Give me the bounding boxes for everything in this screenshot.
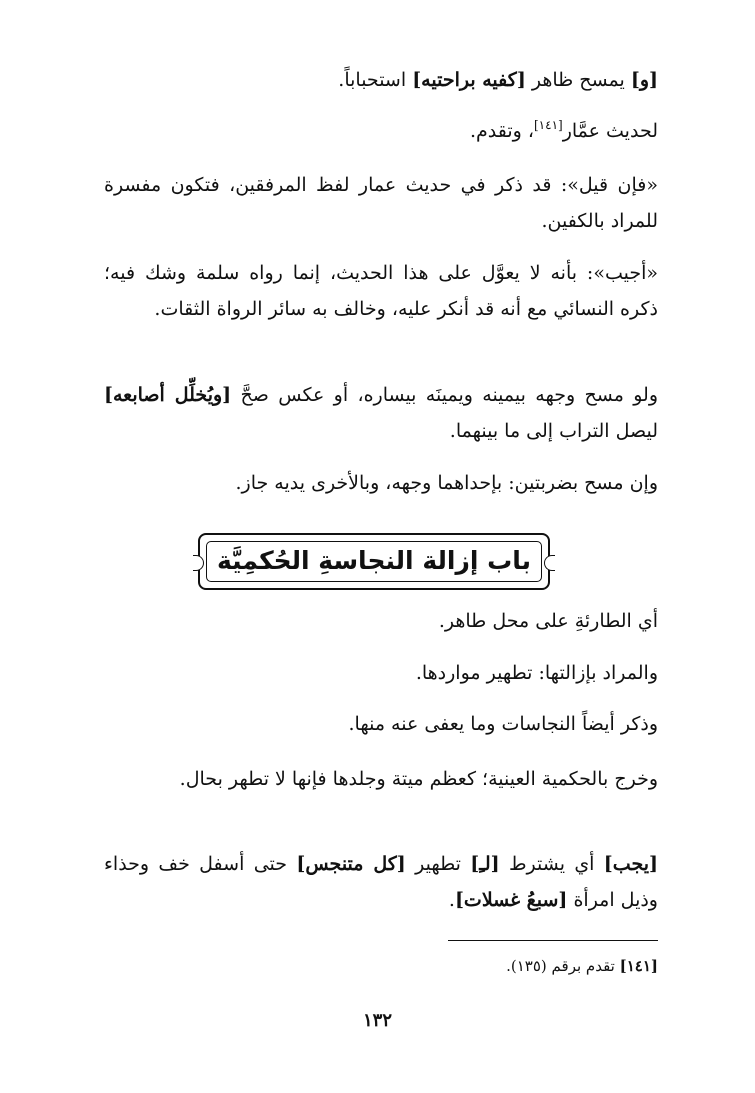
text: ، وتقدم. [469,120,534,142]
bracket-text: [يجب] [603,853,658,875]
paragraph-1 [104,62,658,98]
text: لحديث عمَّار [562,120,658,142]
paragraph-11 [104,846,658,918]
paragraph-8: والمراد بإزالتها: تطهير مواردها. [415,662,658,684]
footnote-number: [١٤١] [619,957,658,975]
bracket-text: [كل متنجس] [296,853,406,875]
footnote-text: تقدم برقم (١٣٥). [506,957,620,975]
chapter-heading-frame [198,533,550,590]
paragraph-10: وخرج بالحكمية العينية؛ كعظم ميتة وجلدها فإنها لا تطهر بحال. [179,768,658,790]
paragraph-2 [104,113,658,151]
text: استحباباً. [338,69,413,91]
text: . [448,889,455,911]
footnote-ref: [١٤١] [533,118,563,132]
paragraph-4: «أجيب»: بأنه لا يعوَّل على هذا الحديث، إنما رواه سلمة وشك فيه؛ ذكره النسائي مع أنه قد أنكر عليه، وخالف به سائر الرواة الثقات. [104,262,658,320]
footnote-divider [448,940,658,941]
bracket-text: [و] [630,69,658,91]
text: تطهير [405,853,471,875]
text: ليصل التراب إلى ما بينهما. [449,420,658,442]
paragraph-3: «فإن قيل»: قد ذكر في حديث عمار لفظ المرفقين، فتكون مفسرة للمراد بالكفين. [104,174,658,232]
text: يمسح ظاهر [525,69,631,91]
bracket-text: [سبعُ غسلات] [454,889,568,911]
footnote [506,952,658,980]
paragraph-6: وإن مسح بضربتين: بإحداهما وجهه، وبالأخرى يديه جاز. [235,472,658,494]
page-number: ١٣٢ [362,1010,392,1031]
bracket-text: [لـِ] [470,853,500,875]
text: ولو مسح وجهه بيمينه ويمينَه بيساره، أو عكس صحَّ [231,384,658,406]
text: حتى أسفل خف وحذاء وذيل امرأة [104,853,658,911]
paragraph-7: أي الطارئةِ على محل طاهر. [438,610,658,632]
paragraph-5 [104,377,658,449]
paragraph-9: وذكر أيضاً النجاسات وما يعفى عنه منها. [348,713,658,735]
text: أي يشترط [499,853,604,875]
bracket-text: [كفيه براحتيه] [412,69,526,91]
chapter-heading: باب إزالة النجاسةِ الحُكمِيَّة [216,546,532,575]
bracket-text: [ويُخلِّل أصابعه] [104,384,232,406]
